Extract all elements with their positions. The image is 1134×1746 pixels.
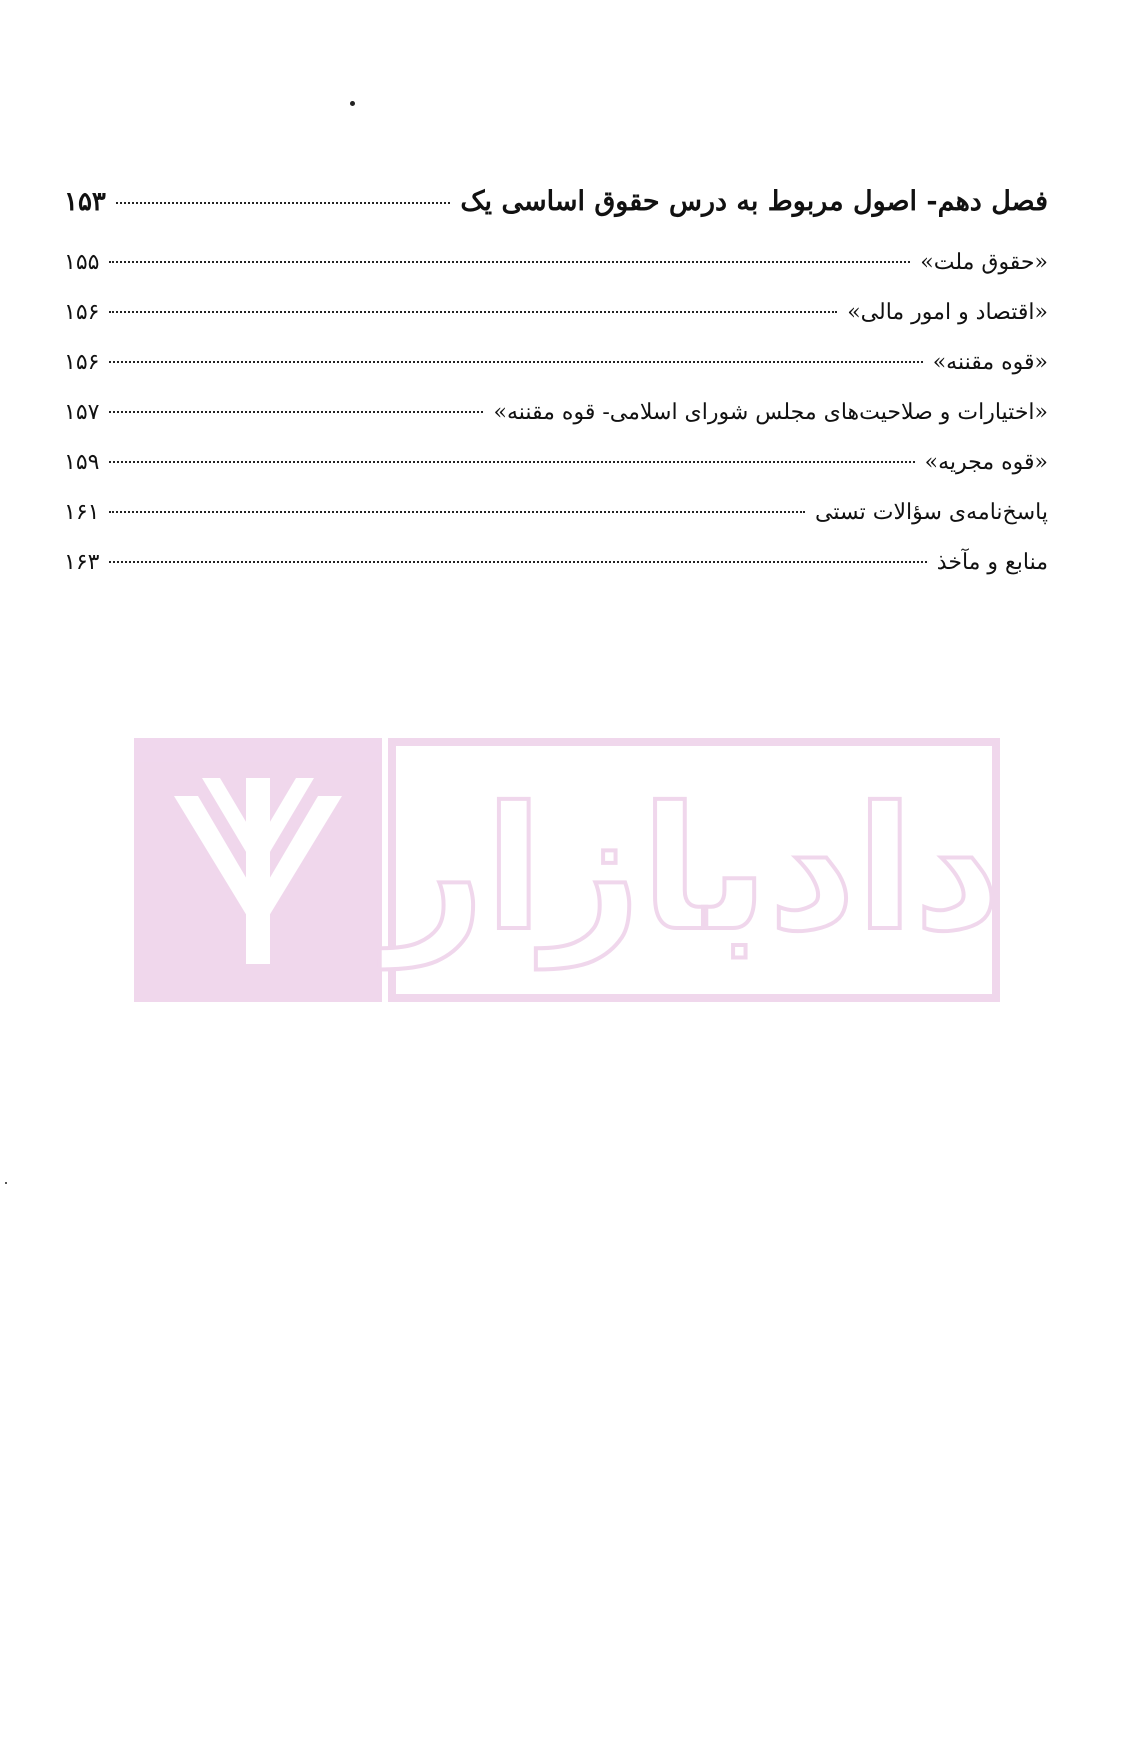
toc-entry-page: ۱۶۱ [64,500,100,525]
toc-entry-title: «حقوق ملت» [920,250,1048,275]
edge-mark [5,1182,7,1184]
toc-dot-leader [109,311,837,313]
toc-chapter-heading[interactable] [64,186,1048,250]
toc-entry-title: «قوه مقننه» [932,350,1048,375]
toc-entry-page: ۱۵۵ [64,250,100,275]
toc-dot-leader [109,261,910,263]
toc-entry-title: «قوه مجریه» [924,450,1048,475]
toc-dot-leader [109,511,805,513]
watermark-text-panel [388,738,1000,1002]
toc-heading-page: ۱۵۳ [64,187,106,217]
toc-entry-page: ۱۵۶ [64,350,100,375]
toc-entry-page: ۱۵۹ [64,450,100,475]
toc-entry-page: ۱۵۷ [64,400,100,425]
toc-dot-leader [109,361,922,363]
toc-entry[interactable] [64,450,1048,500]
watermark-text: دادبازار [386,771,1002,969]
toc-entry[interactable] [64,300,1048,350]
toc-entry-title: «اختیارات و صلاحیت‌های مجلس شورای اسلامی- قوه مقننه» [493,400,1048,425]
page-dot [350,101,355,106]
toc-entry-title: «اقتصاد و امور مالی» [847,300,1048,325]
toc-heading-title: فصل دهم- اصول مربوط به درس حقوق اساسی یک [460,186,1048,217]
toc-entry-page: ۱۵۶ [64,300,100,325]
toc-dot-leader [109,561,926,563]
toc-dot-leader [109,411,483,413]
toc-entry[interactable] [64,550,1048,600]
toc-entry[interactable] [64,350,1048,400]
watermark [134,738,1000,1002]
watermark-logo-panel [134,738,382,1002]
toc-entry-title: منابع و مآخذ [936,550,1048,575]
toc-dot-leader [109,461,914,463]
trident-logo-icon [134,738,382,1002]
toc-entry-page: ۱۶۳ [64,550,100,575]
toc-entry-title: پاسخ‌نامه‌ی سؤالات تستی [815,500,1048,525]
toc-entry[interactable] [64,250,1048,300]
toc-entry[interactable] [64,500,1048,550]
toc-dot-leader [116,202,450,204]
table-of-contents [64,186,1048,600]
toc-entry[interactable] [64,400,1048,450]
